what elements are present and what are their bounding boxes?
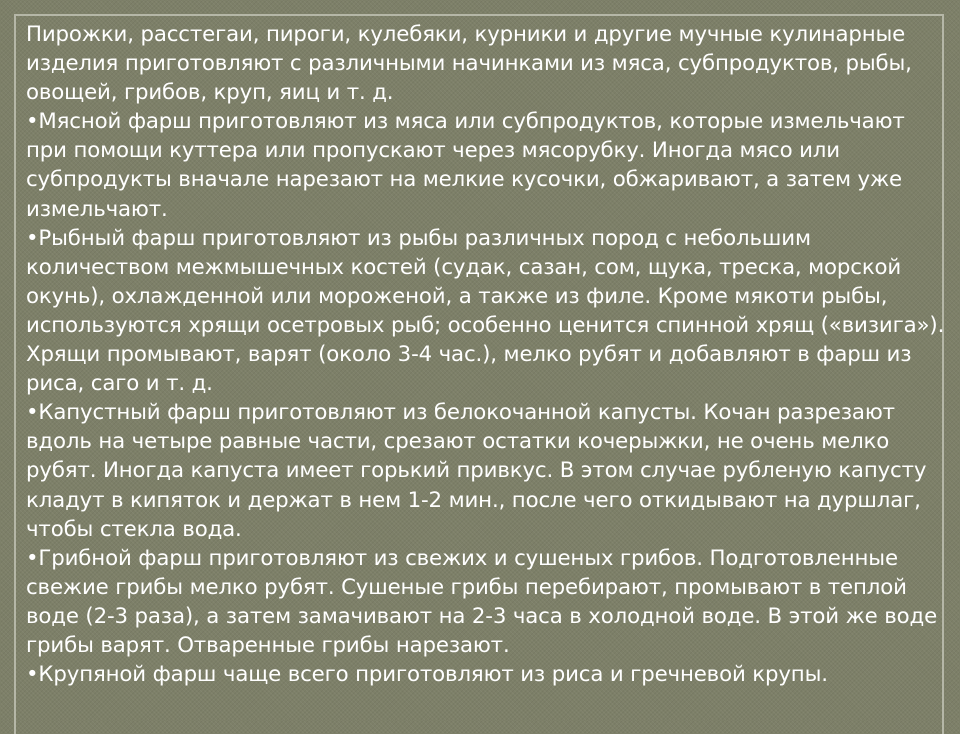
intro-paragraph: Пирожки, расстегаи, пироги, кулебяки, курники и другие мучные кулинарные изделия приготовляют с различными начинками из мяса, субпродуктов, рыбы, овощей, грибов, круп, яиц и т. д. — [26, 22, 912, 106]
meat-filling-paragraph: •Мясной фарш приготовляют из мяса или субпродуктов, которые измельчают при помощи куттера или пропускают через мясорубку. Иногда мясо или субпродукты вначале нарезают на мелкие кусочки, обжаривают, а затем уже измельчают. — [26, 109, 905, 222]
grain-filling-paragraph: •Крупяной фарш чаще всего приготовляют из риса и гречневой крупы. — [26, 662, 828, 688]
fish-filling-paragraph: •Рыбный фарш приготовляют из рыбы различных пород с небольшим количеством межмышечных костей (судак, сазан, сом, щука, треска, морской окунь), охлажденной или мороженой, а также из филе. Кроме мякоти рыбы, используются хрящи осетровых рыб; особенно ценится спинной хрящ («визига»). Хрящи промывают, варят (около 3-4 час.), мелко рубят и добавляют в фарш из риса, саго и т. д. — [26, 225, 945, 397]
mushroom-filling-paragraph: •Грибной фарш приготовляют из свежих и сушеных грибов. Подготовленные свежие грибы мелко рубят. Сушеные грибы перебирают, промывают в теплой воде (2-3 раза), а затем замачивают на 2-3 часа в холодной воде. В этой же воде грибы варят. Отваренные грибы нарезают. — [26, 545, 938, 658]
cabbage-filling-paragraph: •Капустный фарш приготовляют из белокочанной капусты. Кочан разрезают вдоль на четыре равные части, срезают остатки кочерыжки, не очень мелко рубят. Иногда капуста имеет горький привкус. В этом случае рубленую капусту кладут в кипяток и держат в нем 1-2 мин., после чего откидывают на дуршлаг, чтобы стекла вода. — [26, 400, 927, 542]
slide-text-body — [26, 20, 950, 689]
